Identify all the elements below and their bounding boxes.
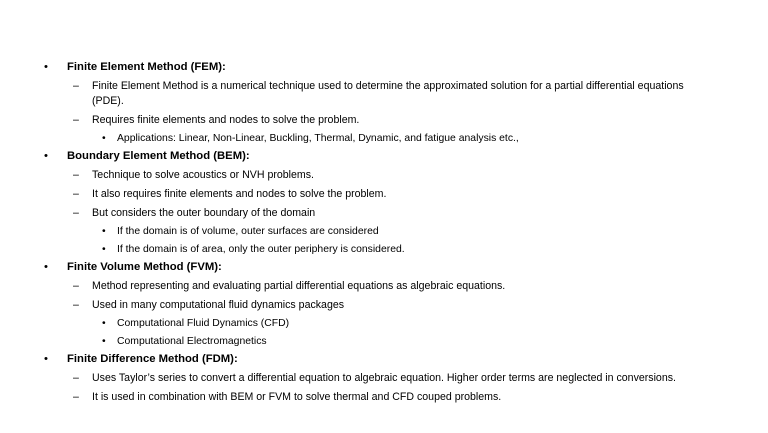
- list-item: [44, 298, 712, 313]
- sub-list-item: [44, 242, 724, 257]
- sub-list-item-text: If the domain is of volume, outer surfaces are considered: [117, 226, 379, 237]
- list-item: [44, 206, 712, 221]
- list-item-text: Technique to solve acoustics or NVH problems.: [92, 169, 314, 181]
- sub-list-item: [44, 334, 724, 349]
- section-heading-text: Finite Element Method (FEM):: [67, 61, 226, 73]
- list-item-text: But considers the outer boundary of the domain: [92, 207, 316, 219]
- bullet-icon: •: [44, 353, 48, 365]
- list-item-text: It also requires finite elements and nodes to solve the problem.: [92, 188, 387, 200]
- bullet-icon: •: [102, 244, 106, 255]
- sub-list-item: [44, 224, 724, 239]
- list-item-text: Finite Element Method is a numerical technique used to determine the approximated solution for a partial differential equations (PDE).: [92, 80, 684, 107]
- sub-list-item-text: Applications: Linear, Non-Linear, Buckling, Thermal, Dynamic, and fatigue analysis etc.,: [117, 133, 519, 144]
- bullet-icon: •: [44, 61, 48, 73]
- section-heading: [44, 149, 724, 164]
- bullet-icon: •: [102, 226, 106, 237]
- dash-bullet-icon: –: [73, 299, 79, 311]
- list-item: [44, 113, 712, 128]
- list-item-text: Method representing and evaluating partial differential equations as algebraic equations.: [92, 280, 506, 292]
- sub-list-item-text: Computational Electromagnetics: [117, 336, 267, 347]
- dash-bullet-icon: –: [73, 188, 79, 200]
- section-heading: [44, 260, 724, 275]
- list-item: [44, 279, 712, 294]
- list-item-text: Uses Taylor’s series to convert a differential equation to algebraic equation. Higher order terms are neglected in conversions.: [92, 372, 676, 384]
- sub-list-item: [44, 316, 724, 331]
- sub-list-item-text: Computational Fluid Dynamics (CFD): [117, 318, 290, 329]
- bullet-icon: •: [102, 336, 106, 347]
- list-item: [44, 168, 712, 183]
- bullet-list: [44, 60, 724, 405]
- list-item-text: Requires finite elements and nodes to solve the problem.: [92, 114, 360, 126]
- dash-bullet-icon: –: [73, 391, 79, 403]
- list-item-text: It is used in combination with BEM or FVM to solve thermal and CFD couped problems.: [92, 391, 502, 403]
- dash-bullet-icon: –: [73, 207, 79, 219]
- list-item-text: Used in many computational fluid dynamics packages: [92, 299, 345, 311]
- dash-bullet-icon: –: [73, 372, 79, 384]
- section-heading: [44, 352, 724, 367]
- bullet-icon: •: [102, 318, 106, 329]
- bullet-icon: •: [102, 133, 106, 144]
- bullet-icon: •: [44, 150, 48, 162]
- sub-list-item-text: If the domain is of area, only the outer periphery is considered.: [117, 244, 405, 255]
- list-item: [44, 371, 712, 386]
- dash-bullet-icon: –: [73, 114, 79, 126]
- list-item: [44, 79, 712, 109]
- dash-bullet-icon: –: [73, 280, 79, 292]
- bullet-icon: •: [44, 261, 48, 273]
- section-heading-text: Finite Volume Method (FVM):: [67, 261, 222, 273]
- section-heading-text: Boundary Element Method (BEM):: [67, 150, 250, 162]
- list-item: [44, 187, 712, 202]
- dash-bullet-icon: –: [73, 80, 79, 92]
- list-item: [44, 390, 712, 405]
- section-heading: [44, 60, 724, 75]
- section-heading-text: Finite Difference Method (FDM):: [67, 353, 238, 365]
- sub-list-item: [44, 131, 724, 146]
- dash-bullet-icon: –: [73, 169, 79, 181]
